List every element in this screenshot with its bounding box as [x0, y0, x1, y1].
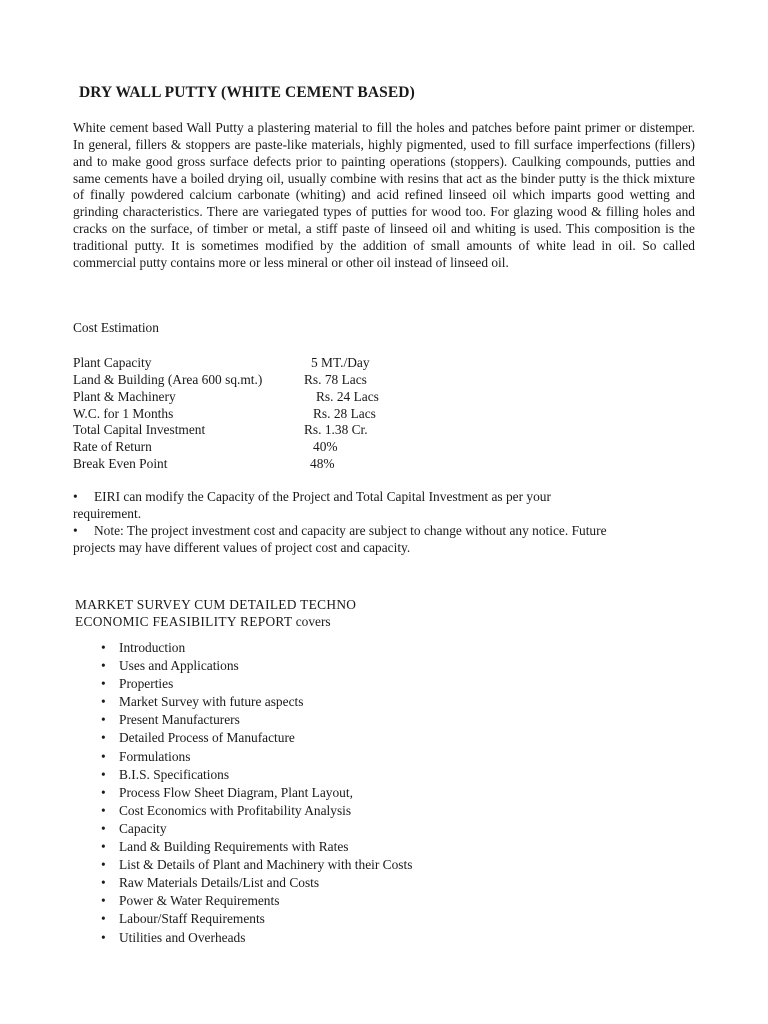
- list-item: [101, 802, 412, 820]
- note-text: projects may have different values of project cost and capacity.: [73, 539, 411, 555]
- bullet-icon: •: [101, 748, 106, 764]
- list-item-text: Detailed Process of Manufacture: [119, 730, 295, 746]
- cost-row: [73, 372, 493, 389]
- cost-row: [73, 355, 493, 372]
- intro-line: holes and cracks on the surface, of timber or metal, a stiff paste of linseed oil and whiting is used.: [73, 204, 695, 237]
- list-item: [101, 874, 412, 892]
- cost-label: Plant Capacity: [73, 355, 152, 370]
- bullet-icon: •: [101, 766, 106, 782]
- intro-line: of white lead in oil. So called commercial putty contains more or less mineral or other oil instead: [73, 237, 695, 270]
- note-item: [73, 489, 695, 523]
- list-item: [101, 639, 412, 657]
- intro-line: to fill surface imperfections (fillers) and to make good gross surface defects prior to painting: [73, 136, 695, 169]
- bullet-icon: •: [101, 676, 106, 692]
- list-item: [101, 675, 412, 693]
- list-item-text: Labour/Staff Requirements: [119, 911, 265, 927]
- intro-line: White cement based Wall Putty a plastering material to fill the holes and patches before paint: [73, 120, 581, 135]
- note-text: requirement.: [73, 505, 142, 521]
- intro-line: calcium carbonate (whiting) and acid refined linseed oil which imparts good wetting and grinding: [73, 187, 695, 220]
- intro-line: operations (stoppers). Caulking compounds, putties and same cements have a boiled drying oil,: [73, 153, 695, 186]
- bullet-icon: •: [101, 802, 106, 818]
- list-item: [101, 820, 412, 838]
- cost-value: Rs. 28 Lacs: [313, 405, 376, 421]
- list-item: [101, 784, 412, 802]
- cost-row: [73, 406, 493, 423]
- report-heading-line: MARKET SURVEY CUM DETAILED TECHNO: [75, 597, 357, 612]
- bullet-icon: •: [101, 730, 106, 746]
- cost-value: Rs. 24 Lacs: [316, 388, 379, 404]
- bullet-icon: •: [101, 694, 106, 710]
- intro-line: of linseed oil.: [435, 254, 509, 270]
- bullet-icon: •: [101, 640, 106, 655]
- intro-paragraph: [73, 120, 695, 272]
- list-item: [101, 766, 412, 784]
- list-item-text: Properties: [119, 676, 174, 692]
- report-heading-tail: covers: [292, 613, 331, 629]
- note-text: Note: The project investment cost and capacity are subject to change without any notice. Future: [94, 522, 607, 538]
- cost-row: [73, 389, 493, 406]
- report-heading: [75, 597, 475, 631]
- notes-section: [73, 489, 695, 556]
- list-item-text: Market Survey with future aspects: [119, 694, 304, 710]
- document-title: DRY WALL PUTTY (WHITE CEMENT BASED): [79, 84, 415, 101]
- list-item-text: Introduction: [119, 640, 186, 655]
- cost-row: [73, 422, 493, 439]
- report-heading-line: [75, 614, 475, 631]
- list-item-text: B.I.S. Specifications: [119, 766, 230, 782]
- cost-value: 48%: [310, 456, 335, 472]
- list-item-text: Land & Building Requirements with Rates: [119, 839, 349, 855]
- list-item-text: Power & Water Requirements: [119, 893, 280, 909]
- cost-label: Land & Building (Area 600 sq.mt.): [73, 371, 263, 387]
- cost-value: 40%: [313, 439, 338, 455]
- cost-value: Rs. 1.38 Cr.: [304, 422, 368, 438]
- list-item: [101, 693, 412, 711]
- bullet-icon: •: [101, 911, 106, 927]
- list-item-text: Cost Economics with Profitability Analysis: [119, 802, 352, 818]
- list-item: [101, 910, 412, 928]
- list-item: [101, 892, 412, 910]
- intro-line: characteristics. There are variegated types of putties for wood too. For glazing wood & filling: [122, 204, 639, 220]
- bullet-icon: •: [101, 857, 106, 873]
- cost-row: [73, 456, 493, 473]
- intro-line: usually combine with resins that act as the binder putty is the thick mixture of finally powdered: [73, 170, 695, 203]
- list-item: [101, 748, 412, 766]
- list-item-text: List & Details of Plant and Machinery with their Costs: [119, 857, 413, 873]
- bullet-icon: •: [101, 929, 106, 945]
- list-item: [101, 856, 412, 874]
- cost-value: 5 MT./Day: [311, 355, 370, 370]
- report-heading-upper: ECONOMIC FEASIBILITY REPORT: [75, 613, 293, 629]
- list-item-text: Utilities and Overheads: [119, 929, 246, 945]
- list-item: [101, 711, 412, 729]
- bullet-icon: •: [101, 712, 106, 728]
- bullet-icon: •: [101, 784, 106, 800]
- intro-line: primer or distemper. In general, fillers & stoppers are paste-like materials, highly pigmented, used: [73, 120, 695, 152]
- cost-row: [73, 439, 493, 456]
- bullet-icon: •: [73, 489, 78, 504]
- list-item: [101, 729, 412, 747]
- cost-value: Rs. 78 Lacs: [304, 371, 367, 387]
- note-item: [73, 523, 695, 557]
- cost-label: W.C. for 1 Months: [73, 405, 174, 421]
- cost-estimation-table: [73, 355, 493, 473]
- list-item-text: Uses and Applications: [119, 658, 239, 674]
- list-item-text: Capacity: [119, 820, 167, 836]
- list-item: [101, 929, 412, 947]
- cost-label: Rate of Return: [73, 439, 152, 455]
- bullet-icon: •: [101, 839, 106, 855]
- list-item: [101, 657, 412, 675]
- list-item-text: Process Flow Sheet Diagram, Plant Layout,: [119, 784, 353, 800]
- bullet-icon: •: [101, 893, 106, 909]
- list-item: [101, 838, 412, 856]
- note-text: EIRI can modify the Capacity of the Project and Total Capital Investment as per your: [94, 489, 551, 504]
- report-covers-list: [101, 639, 412, 947]
- bullet-icon: •: [101, 658, 106, 674]
- bullet-icon: •: [101, 820, 106, 836]
- cost-label: Plant & Machinery: [73, 388, 176, 404]
- cost-estimation-heading: Cost Estimation: [73, 320, 159, 335]
- cost-label: Total Capital Investment: [73, 422, 206, 438]
- bullet-icon: •: [73, 522, 78, 538]
- list-item-text: Formulations: [119, 748, 191, 764]
- intro-line: This composition is the traditional putty. It is sometimes modified by the addition of small amounts: [73, 221, 695, 253]
- list-item-text: Raw Materials Details/List and Costs: [119, 875, 320, 891]
- bullet-icon: •: [101, 875, 106, 891]
- cost-label: Break Even Point: [73, 456, 168, 472]
- list-item-text: Present Manufacturers: [119, 712, 240, 728]
